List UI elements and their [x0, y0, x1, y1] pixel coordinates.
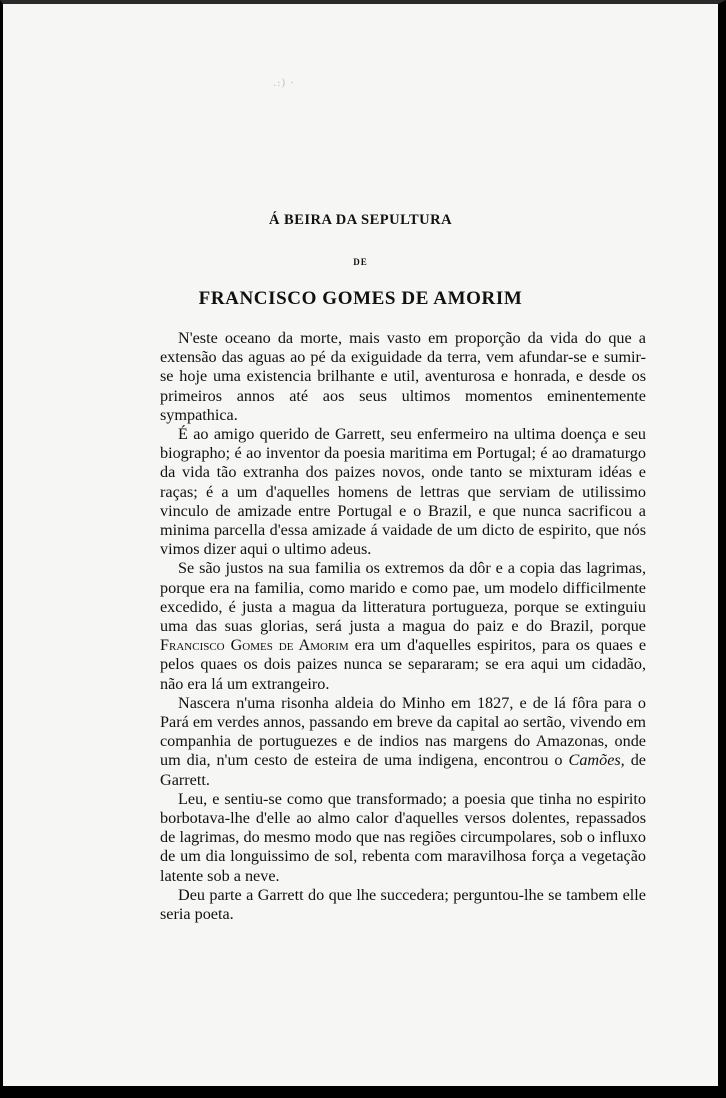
paragraph-1: N'este oceano da morte, mais vasto em proporção da vida do que a extensão das aguas ao pé da exiguidade da terra, vem afundar-se e sumir-se hoje uma existencia brilhante e util, aventurosa e honrada, e desde os primeiros annos até aos seus ultimos momentos eminentemente sympathica.: [160, 329, 646, 424]
paragraph-6: Deu parte a Garrett do que lhe succedera; perguntou-lhe se tambem elle seria poeta.: [160, 885, 646, 924]
paragraph-4-text-b: de Garrett.: [160, 751, 646, 789]
paragraph-5: Leu, e sentiu-se como que transformado; a poesia que tinha no espirito borbotava-lhe d'elle ao almo calor d'aquelles versos dolentes, repassados de lagrimas, do mesmo modo que nas regiões circumpolares, sob o influxo de um dia longuissimo de sol, rebenta com maravilhosa força a vegetação latente sob a neve.: [160, 789, 646, 885]
paragraph-4-text-a: Nascera n'uma risonha aldeia do Minho em 1827, e de lá fôra para o Pará em verdes annos, passando em breve da capital ao sertão, vivendo em companhia de portuguezes e de indios nas margens do Amazonas, onde um dia, n'um cesto de esteira de uma indigena, encontrou o: [160, 693, 646, 770]
heading-line-2: DE: [353, 257, 368, 267]
heading-line-3: FRANCISCO GOMES DE AMORIM: [198, 288, 523, 309]
subject-name: Francisco Gomes de Amorim: [160, 636, 349, 655]
paragraph-3-text-b: era um d'aquelles espiritos, para os quaes e pelos quaes os dois paizes nunca se separaram; se era aqui um cidadão, não era lá um extrangeiro.: [160, 636, 646, 693]
page-mark: .:) ·: [273, 78, 295, 89]
body-text: [160, 329, 646, 924]
heading-line-1: Á BEIRA DA SEPULTURA: [268, 212, 453, 228]
work-title: Camões,: [568, 751, 625, 770]
paragraph-2: É ao amigo querido de Garrett, seu enfermeiro na ultima doença e seu biographo; é ao inventor da poesia maritima em Portugal; é ao dramaturgo da vida tão extranha dos paizes novos, onde tanto se mixturam idéas e raças; é a um d'aquelles homens de lettras que serviam de utilissimo vinculo de amizade entre Portugal e o Brazil, e que nunca sacrificou a minima parcella d'essa amizade á vaidade de um dicto de espirito, que nós vimos dizer aqui o ultimo adeus.: [160, 425, 646, 559]
paragraph-4: [160, 694, 646, 790]
paragraph-3-text-a: Se são justos na sua familia os extremos da dôr e a copia das lagrimas, porque era na familia, como marido e como pae, um modelo difficilmente excedido, é justa a magua da litteratura portugueza, porque se extinguiu uma das suas glorias, será justa a magua do paiz e do Brazil, porque: [160, 559, 646, 636]
paragraph-3: [160, 559, 646, 693]
